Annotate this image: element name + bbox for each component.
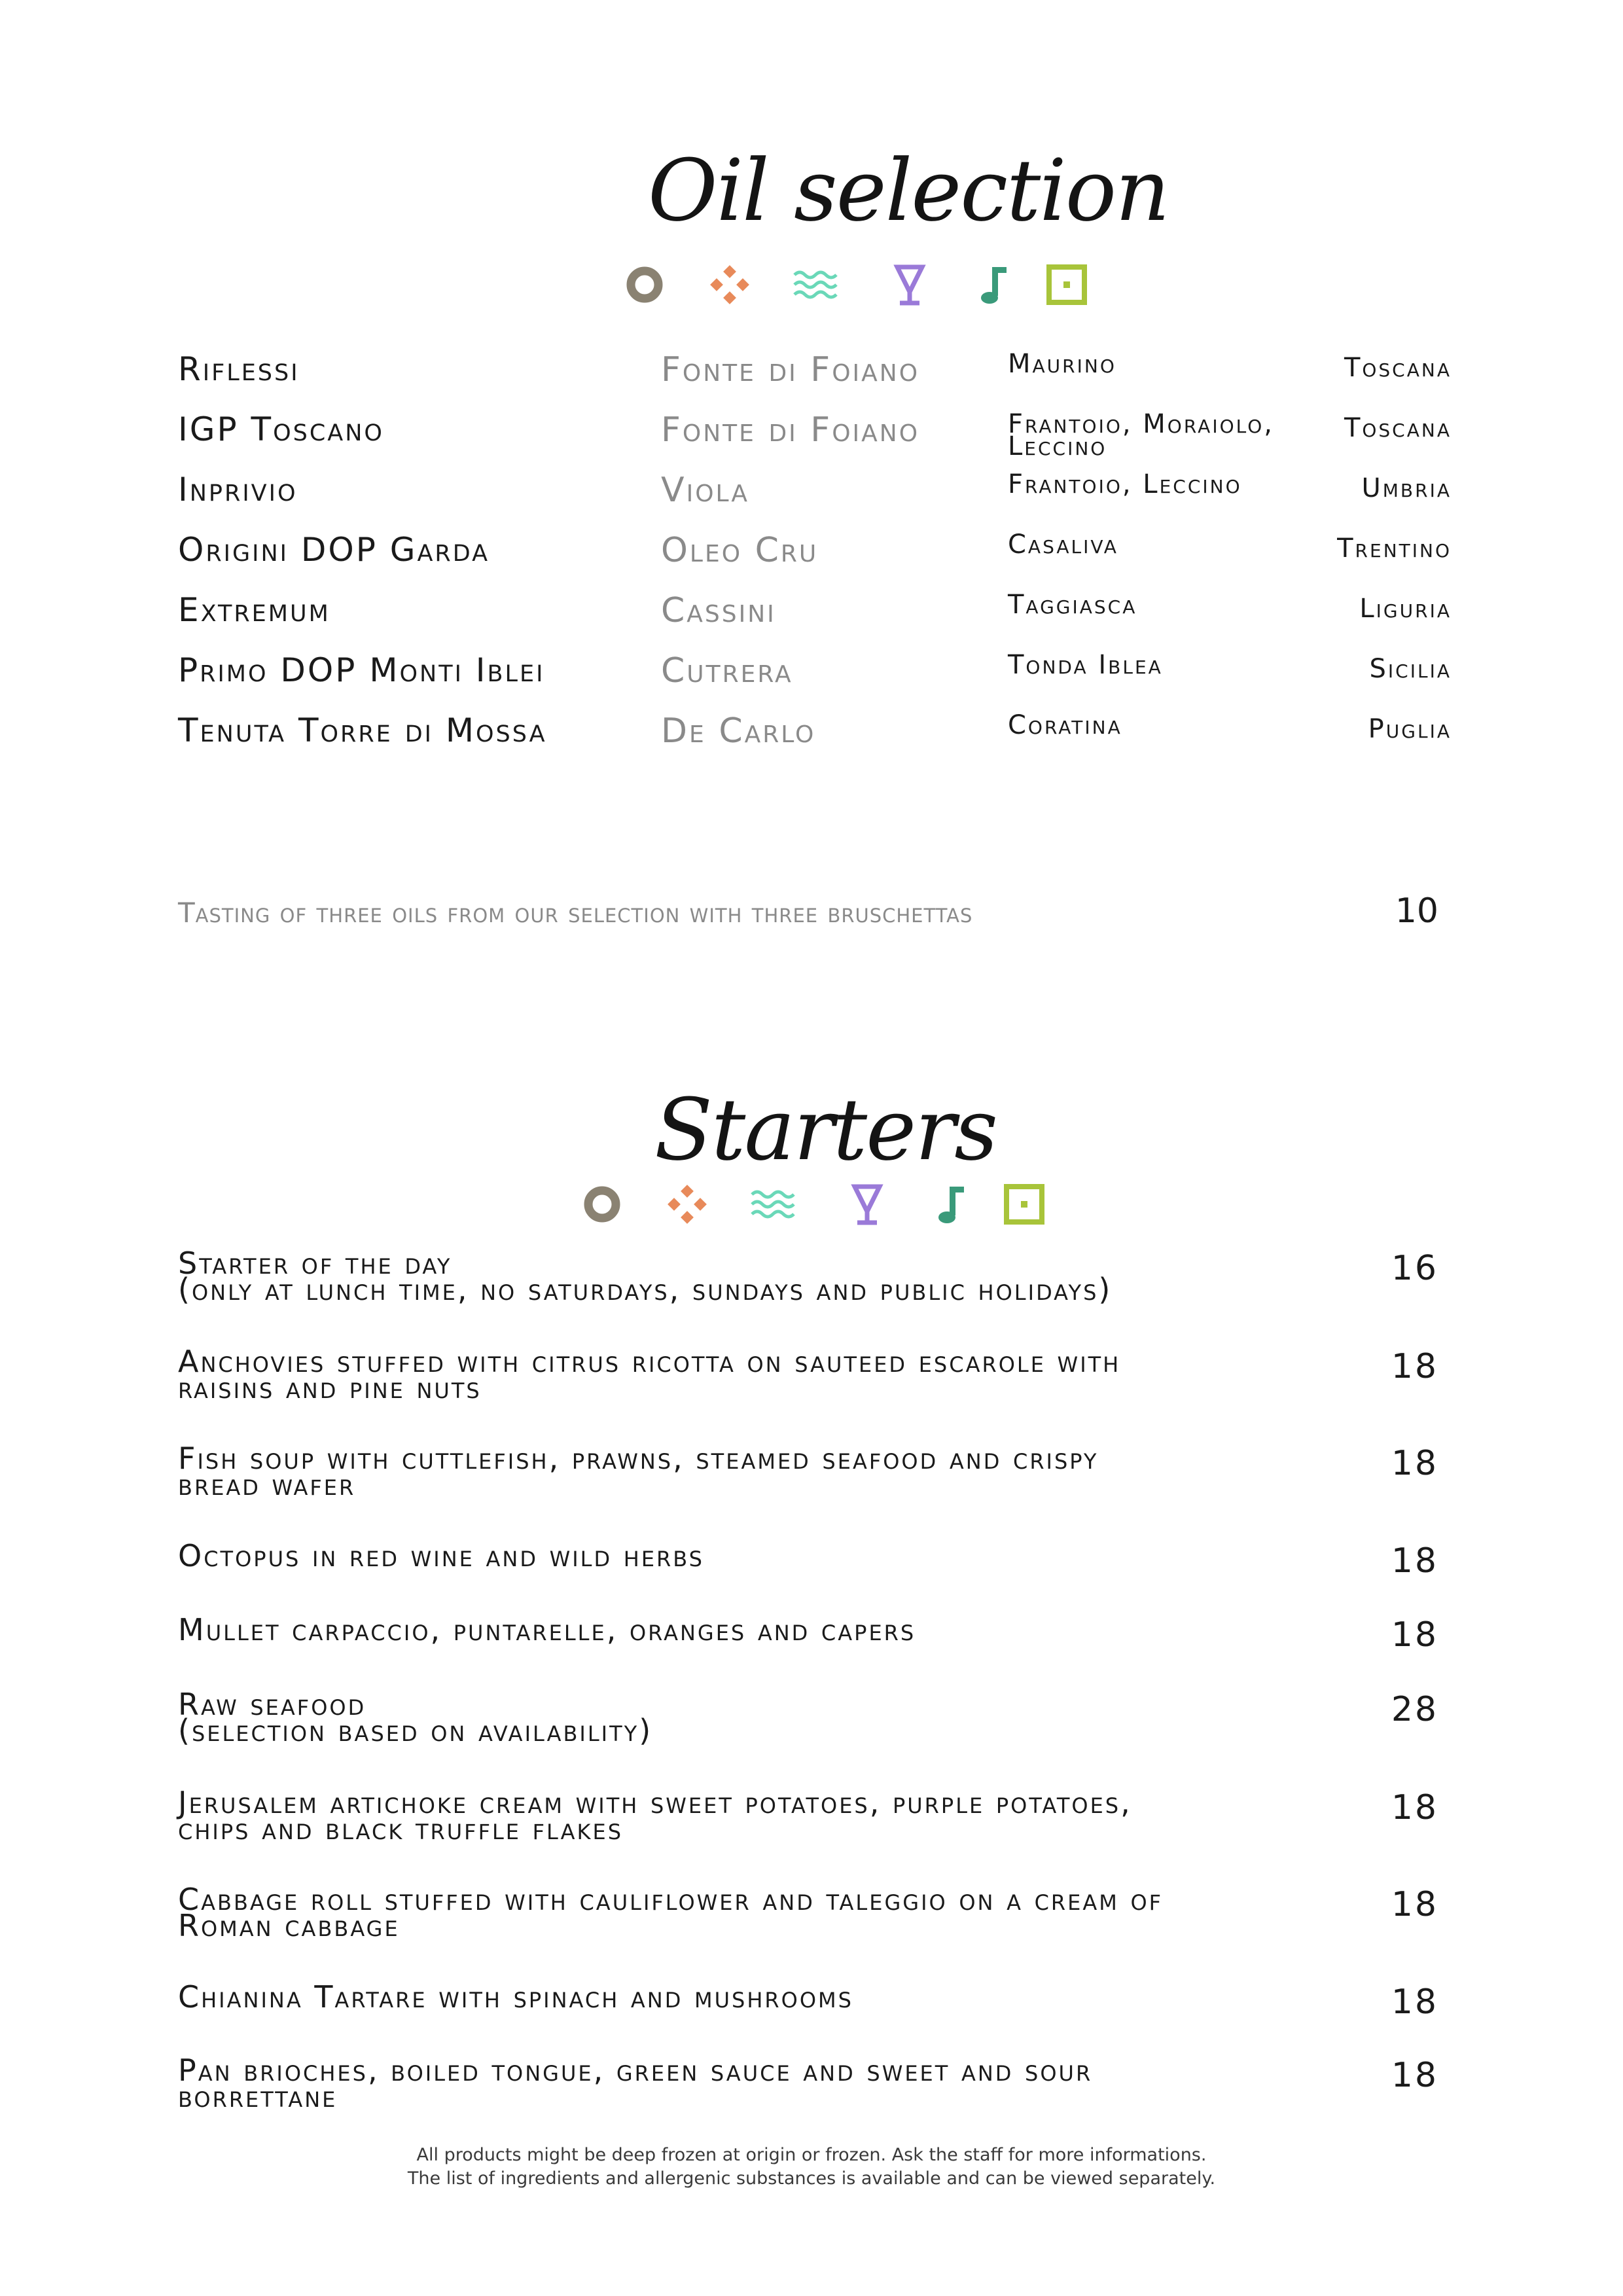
footer-line: The list of ingredients and allergenic substances is available and can be viewed separately.	[407, 2168, 1216, 2189]
oil-name: Tenuta Torre di Mossa	[178, 711, 547, 749]
starter-note: (selection based on availability)	[178, 1713, 653, 1748]
oil-region: Toscana	[1344, 413, 1452, 443]
diamond-cluster-icon	[707, 262, 753, 308]
starter-name: Starter of the day	[178, 1246, 452, 1281]
oil-cultivar: Maurino	[1008, 349, 1116, 379]
waves-icon	[793, 262, 839, 308]
starters-section-title: Starters	[654, 1080, 997, 1179]
oil-region: Umbria	[1361, 473, 1452, 503]
tasting-price: 10	[1395, 891, 1438, 931]
footer-line: All products might be deep frozen at origin or frozen. Ask the staff for more informations.	[416, 2145, 1207, 2165]
starters-icon-row	[579, 1181, 1050, 1227]
starter-price: 16	[1391, 1249, 1438, 1288]
oil-name: Origini DOP Garda	[178, 531, 490, 569]
starter-name: Chianina Tartare with spinach and mushrooms	[178, 1979, 853, 2015]
oil-producer: Oleo Cru	[661, 531, 819, 570]
footer-disclaimer	[0, 2144, 1623, 2191]
music-note-icon	[926, 1181, 972, 1227]
oil-region: Trentino	[1337, 533, 1452, 564]
ring-icon	[622, 262, 668, 308]
oil-name: Riflessi	[178, 350, 300, 388]
starter-price: 18	[1391, 2056, 1438, 2095]
diamond-cluster-icon	[664, 1181, 710, 1227]
oil-icon-row	[622, 262, 1093, 308]
oil-producer: De Carlo	[661, 711, 816, 751]
starter-note: (only at lunch time, no saturdays, sundays and public holidays)	[178, 1272, 1113, 1307]
starter-name: Pan brioches, boiled tongue, green sauce and sweet and sour borrettane	[178, 2053, 1093, 2114]
oil-name: Extremum	[178, 591, 330, 629]
oil-producer: Fonte di Foiano	[661, 350, 920, 389]
oil-producer: Cassini	[661, 591, 776, 630]
starter-price: 18	[1391, 1982, 1438, 2022]
starter-price: 28	[1391, 1690, 1438, 1729]
oil-region: Liguria	[1359, 594, 1452, 624]
ring-icon	[579, 1181, 625, 1227]
tasting-description: Tasting of three oils from our selection with three bruschettas	[178, 897, 973, 929]
oil-producer: Fonte di Foiano	[661, 410, 920, 450]
oil-region: Sicilia	[1369, 654, 1452, 684]
oil-row	[0, 651, 1623, 704]
oil-name: IGP Toscano	[178, 410, 384, 448]
oil-producer: Cutrera	[661, 651, 793, 691]
starter-price: 18	[1391, 1885, 1438, 1924]
wine-glass-icon	[887, 262, 933, 308]
oil-row	[0, 471, 1623, 523]
oil-cultivar: Taggiasca	[1008, 590, 1137, 620]
oil-cultivar: Coratina	[1008, 710, 1122, 740]
oil-row	[0, 531, 1623, 583]
oil-cultivar: Frantoio, Moraiolo, Leccino	[1008, 409, 1274, 461]
starter-name: Mullet carpaccio, puntarelle, oranges and capers	[178, 1612, 916, 1647]
oil-row	[0, 350, 1623, 403]
oil-cultivar: Frantoio, Leccino	[1008, 469, 1242, 499]
starter-price: 18	[1391, 1444, 1438, 1483]
oil-section-title: Oil selection	[648, 141, 1169, 240]
starter-price: 18	[1391, 1347, 1438, 1386]
starter-name: Fish soup with cuttlefish, prawns, steamed seafood and crispy bread wafer	[178, 1441, 1099, 1502]
starter-description	[178, 1687, 1173, 1748]
starter-name: Raw seafood	[178, 1687, 366, 1722]
starter-name: Cabbage roll stuffed with cauliflower and taleggio on a cream of Roman cabbage	[178, 1882, 1164, 1943]
starter-name: Jerusalem artichoke cream with sweet potatoes, purple potatoes, chips and black truffle flakes	[178, 1785, 1132, 1846]
oil-name: Inprivio	[178, 471, 298, 509]
dotted-square-icon	[1044, 262, 1090, 308]
starter-name: Octopus in red wine and wild herbs	[178, 1538, 704, 1573]
music-note-icon	[969, 262, 1014, 308]
oil-cultivar: Casaliva	[1008, 529, 1118, 560]
oil-cultivar: Tonda Iblea	[1008, 650, 1163, 680]
oil-producer: Viola	[661, 471, 750, 510]
dotted-square-icon	[1001, 1181, 1047, 1227]
oil-row	[0, 410, 1623, 463]
wine-glass-icon	[844, 1181, 890, 1227]
oil-name: Primo DOP Monti Iblei	[178, 651, 545, 689]
oil-region: Puglia	[1368, 714, 1452, 744]
starter-price: 18	[1391, 1788, 1438, 1827]
starter-description	[178, 1246, 1173, 1307]
oil-row	[0, 711, 1623, 764]
waves-icon	[751, 1181, 796, 1227]
oil-row	[0, 591, 1623, 643]
oil-region: Toscana	[1344, 353, 1452, 383]
starter-price: 18	[1391, 1541, 1438, 1581]
starter-name: Anchovies stuffed with citrus ricotta on sauteed escarole with raisins and pine nuts	[178, 1344, 1121, 1405]
starter-price: 18	[1391, 1615, 1438, 1655]
